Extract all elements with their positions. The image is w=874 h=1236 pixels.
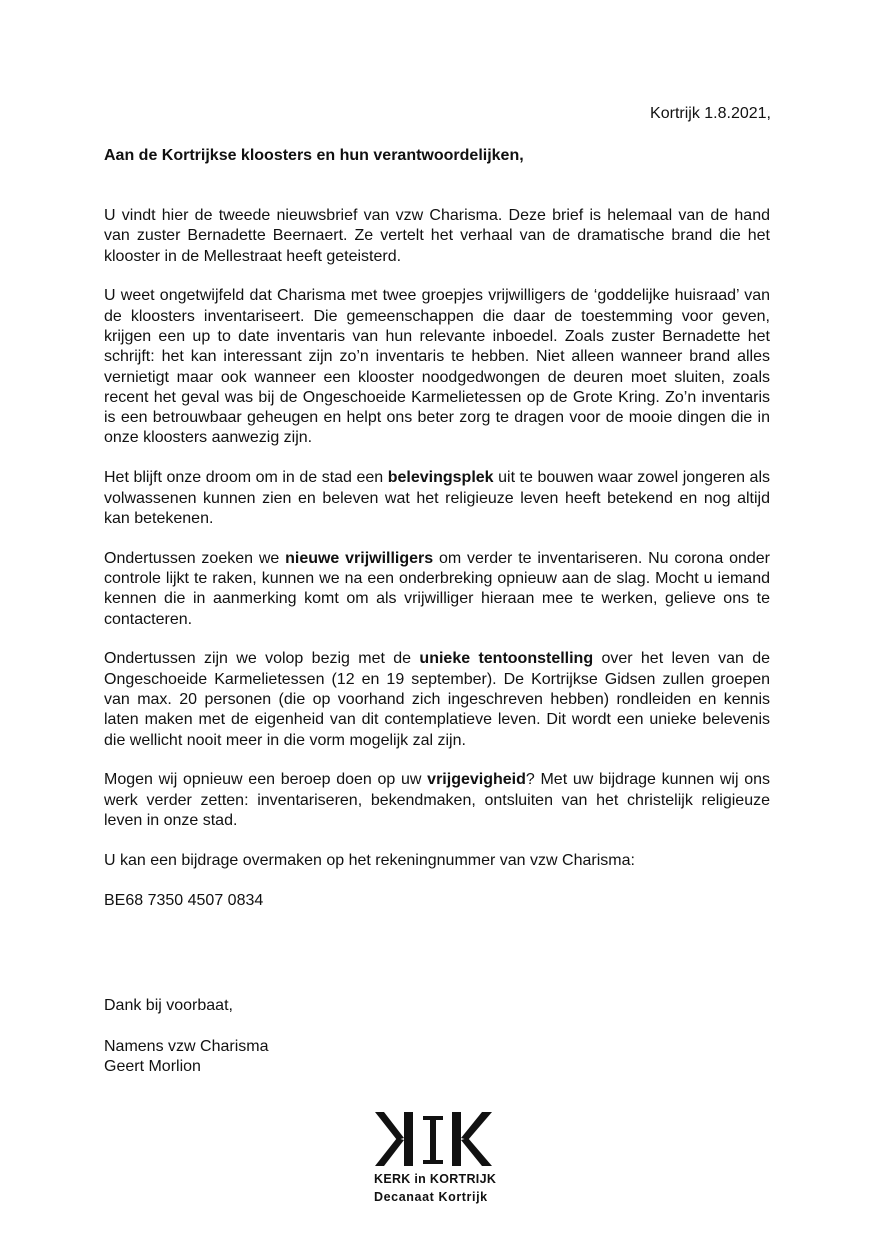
paragraph-generosity xyxy=(104,770,770,831)
highlight-belevingsplek: belevingsplek xyxy=(387,469,494,487)
highlight-volunteers: nieuwe vrijwilligers xyxy=(285,549,434,567)
letter-date: Kortrijk 1.8.2021, xyxy=(650,105,771,122)
letter-closing: Dank bij voorbaat, xyxy=(104,997,233,1014)
highlight-exhibition: unieke tentoonstelling xyxy=(419,650,594,668)
kerk-in-kortrijk-logo xyxy=(368,1110,508,1210)
highlight-generosity: vrijgevigheid xyxy=(427,771,526,789)
logo-subtitle: Decanaat Kortrijk xyxy=(374,1190,488,1204)
letter-greeting: Aan de Kortrijkse kloosters en hun verantwoordelijken, xyxy=(104,147,524,164)
paragraph-text: over het leven van de Ongeschoeide Karmelietessen (12 en 19 september). De Kortrijkse Gidsen zullen groepen van max. 20 personen (die op voorhand zich ingeschreven hebben) rondleiden en kennis laten maken met de eigenheid van dit contemplatieve leven. Dit wordt een unieke belevenis die wellicht nooit meer in die vorm mogelijk zal zijn. xyxy=(104,650,771,749)
paragraph-text: uit te bouwen waar zowel jongeren als volwassenen kunnen zien en beleven wat het religieuze leven heeft betekend en nog altijd kan betekenen. xyxy=(104,469,770,527)
paragraph-text: ? Met uw bijdrage kunnen wij ons werk verder zetten: inventariseren, bekendmaken, ontsluiten van het christelijk religieuze leven in onze stad. xyxy=(104,771,770,829)
paragraph-donation: U kan een bijdrage overmaken op het rekeningnummer van vzw Charisma: xyxy=(104,851,635,869)
letter-body xyxy=(104,206,770,930)
bank-account-number: BE68 7350 4507 0834 xyxy=(104,891,264,909)
paragraph-volunteers xyxy=(104,549,770,630)
paragraph-exhibition xyxy=(104,649,770,750)
paragraph-intro: U vindt hier de tweede nieuwsbrief van vzw Charisma. Deze brief is helemaal van de hand van zuster Bernadette Beernaert. Ze vertelt het verhaal van de dramatische brand die het klooster in de Mellestraat heeft geteisterd. xyxy=(104,207,770,265)
paragraph-text: om verder te inventariseren. Nu corona onder controle lijkt te raken, kunnen we na een onderbreking opnieuw aan de slag. Mocht u iemand kennen die in aanmerking komt om als vrijwilliger hieraan mee te werken, gelieve ons te contacteren. xyxy=(104,549,771,628)
kik-logo-mark xyxy=(372,1110,500,1168)
paragraph-dream xyxy=(104,468,770,529)
paragraph-inventory: U weet ongetwijfeld dat Charisma met twee groepjes vrijwilligers de ‘goddelijke huisraad’ van de kloosters inventariseert. Die gemeenschappen die daar de toestemming voor geven, krijgen een up to date inventaris van hun relevante inboedel. Zoals zuster Bernadette het schrijft: het kan interessant zijn zo’n inventaris te hebben. Niet alleen wanneer brand alles vernietigt maar ook wanneer een klooster noodgedwongen de deuren moet sluiten, zoals recent het geval was bij de Ongeschoeide Karmelietessen op de Grote Kring. Zo’n inventaris is een betrouwbaar geheugen en helpt ons beter zorg te dragen voor de mooie dingen die in onze kloosters aanwezig zijn. xyxy=(104,287,770,447)
letter-signature xyxy=(104,1037,268,1077)
logo-title: KERK in KORTRIJK xyxy=(374,1172,497,1186)
paragraph-text: Het blijft onze droom om in de stad een xyxy=(104,469,388,487)
paragraph-text: Ondertussen zoeken we xyxy=(104,549,286,567)
signature-name: Geert Morlion xyxy=(104,1058,201,1075)
signature-organization: Namens vzw Charisma xyxy=(104,1038,269,1055)
paragraph-text: Ondertussen zijn we volop bezig met de xyxy=(104,650,420,668)
paragraph-text: Mogen wij opnieuw een beroep doen op uw xyxy=(104,771,428,789)
